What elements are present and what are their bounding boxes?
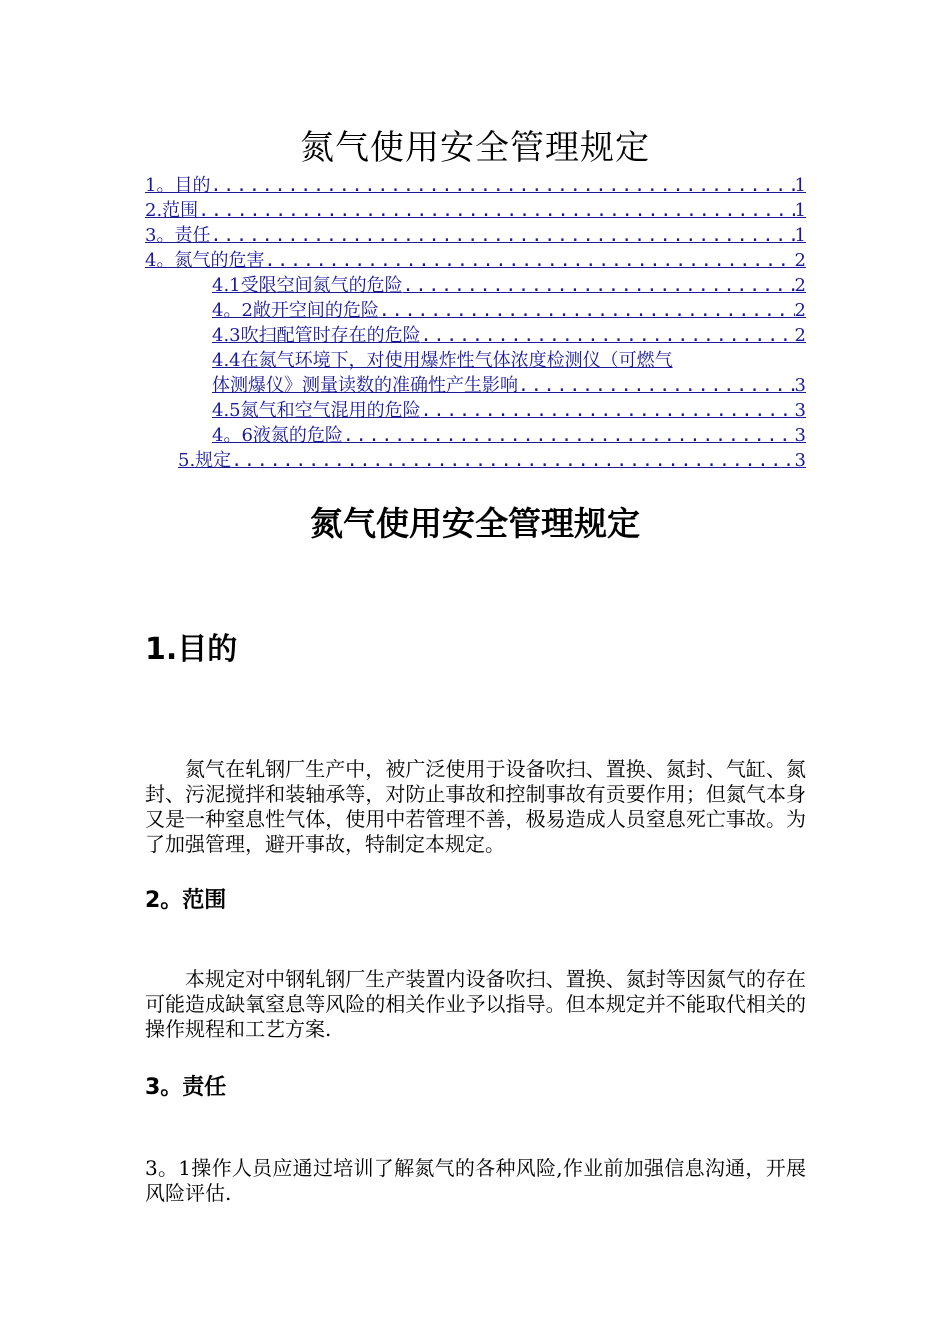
toc-entry-purpose[interactable]: 1。目的 ..... 1 [145, 174, 806, 198]
document-title: 氮气使用安全管理规定 [310, 504, 640, 543]
toc-entry-4-3[interactable]: 4.3吹扫配管时存在的危险 ..... 2 [212, 324, 806, 348]
toc-entry-4-5[interactable]: 4.5氮气和空气混用的危险 ..... 3 [212, 399, 806, 423]
toc-title: 氮气使用安全管理规定 [300, 128, 650, 168]
toc-entry-4-1[interactable]: 4.1受限空间氮气的危险 ..... 2 [212, 274, 806, 298]
toc-entry-responsibility[interactable]: 3。责任 ..... 1 [145, 224, 806, 248]
section-heading-responsibility: 3。责任 [145, 1075, 227, 1100]
section-body-scope: 本规定对中钢轧钢厂生产装置内设备吹扫、置换、氮封等因氮气的存在可能造成缺氧窒息等风险的相关作业予以指导。但本规定并不能取代相关的操作规程和工艺方案. [145, 967, 806, 1041]
toc-entry-4-4-line1[interactable]: 4.4在氮气环境下，对使用爆炸性气体浓度检测仪（可燃气 [212, 350, 673, 371]
section-body-purpose: 氮气在轧钢厂生产中，被广泛使用于设备吹扫、置换、氮封、气缸、氮封、污泥搅拌和装轴承等，对防止事故和控制事故有贡要作用；但氮气本身又是一种窒息性气体，使用中若管理不善，极易造成人员窒息死亡事故。为了加强管理，避开事故，特制定本规定。 [145, 757, 806, 856]
section-body-responsibility: 3。1操作人员应通过培训了解氮气的各种风险,作业前加强信息沟通，开展风险评估. [145, 1156, 806, 1205]
section-heading-scope: 2。范围 [145, 888, 227, 913]
toc-entry-4-2[interactable]: 4。2敞开空间的危险 ..... 2 [212, 299, 806, 323]
section-heading-purpose: 1.目的 [145, 632, 238, 667]
toc-entry-regulations[interactable]: 5.规定 ..... 3 [178, 449, 806, 473]
toc-entry-4-4-line2[interactable]: 体测爆仪》测量读数的准确性产生影响 ..... 3 [212, 374, 806, 398]
toc-entry-4-6[interactable]: 4。6液氮的危险 ..... 3 [212, 424, 806, 448]
toc-entry-hazards[interactable]: 4。氮气的危害 ..... 2 [145, 249, 806, 273]
toc-entry-scope[interactable]: 2.范围 ..... 1 [145, 199, 806, 223]
